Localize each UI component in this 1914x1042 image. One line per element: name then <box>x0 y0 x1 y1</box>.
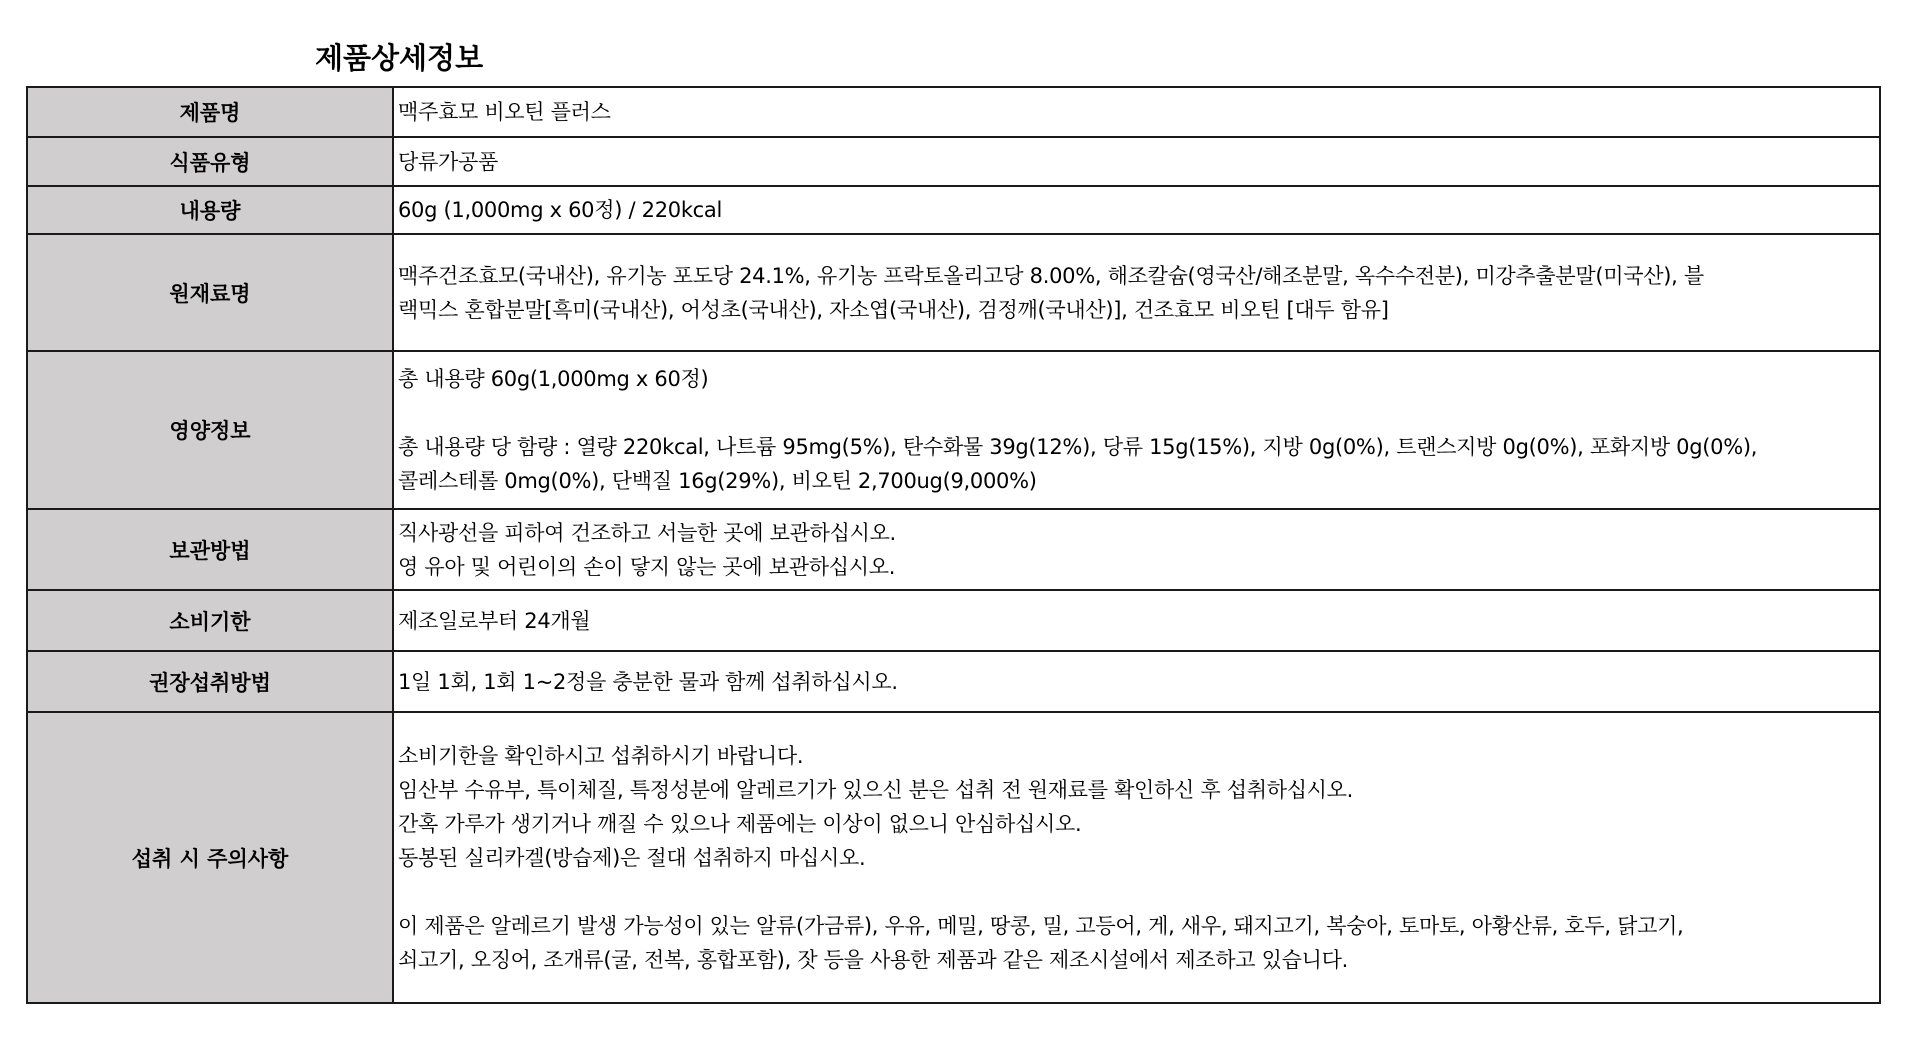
line-gap <box>398 396 1875 430</box>
row-value <box>393 590 1880 651</box>
page-title: 제품상세정보 <box>315 41 484 75</box>
table-row-product-name <box>27 87 1880 137</box>
row-value <box>393 234 1880 351</box>
row-value <box>393 712 1880 1003</box>
table-row-ingredients <box>27 234 1880 351</box>
row-value <box>393 651 1880 712</box>
value-line: 소비기한을 확인하시고 섭취하시기 바랍니다. <box>398 743 804 768</box>
row-label: 제품명 <box>27 87 393 137</box>
row-label: 보관방법 <box>27 509 393 590</box>
value-line: 임산부 수유부, 특이체질, 특정성분에 알레르기가 있으신 분은 섭취 전 원재료를 확인하신 후 섭취하십시오. <box>398 777 1354 802</box>
row-value <box>393 509 1880 590</box>
value-line: 간혹 가루가 생기거나 깨질 수 있으나 제품에는 이상이 없으니 안심하십시오. <box>398 811 1082 836</box>
value-line: 맥주효모 비오틴 플러스 <box>398 100 611 124</box>
value-line: 60g (1,000mg x 60정) / 220kcal <box>398 198 723 222</box>
value-line: 랙믹스 혼합분말[흑미(국내산), 어성초(국내산), 자소엽(국내산), 검정깨(국내산)], 건조효모 비오틴 [대두 함유] <box>398 297 1389 322</box>
table-row-food-type <box>27 137 1880 186</box>
row-label: 섭취 시 주의사항 <box>27 712 393 1003</box>
value-line: 총 내용량 당 함량 : 열량 220kcal, 나트륨 95mg(5%), 탄수화물 39g(12%), 당류 15g(15%), 지방 0g(0%), 트랜스지방 0g(0%), 포화지방 0g(0%), <box>398 435 1758 459</box>
value-line: 쇠고기, 오징어, 조개류(굴, 전복, 홍합포함), 잣 등을 사용한 제품과 같은 제조시설에서 제조하고 있습니다. <box>398 947 1348 972</box>
row-value <box>393 137 1880 186</box>
value-line: 콜레스테롤 0mg(0%), 단백질 16g(29%), 비오틴 2,700ug(9,000%) <box>398 469 1037 493</box>
line-gap <box>398 875 1875 909</box>
value-line: 제조일로부터 24개월 <box>398 608 591 633</box>
row-label: 소비기한 <box>27 590 393 651</box>
row-value <box>393 186 1880 234</box>
value-line: 직사광선을 피하여 건조하고 서늘한 곳에 보관하십시오. <box>398 520 896 545</box>
table-row-storage <box>27 509 1880 590</box>
row-label: 영양정보 <box>27 351 393 509</box>
row-value <box>393 87 1880 137</box>
row-label: 권장섭취방법 <box>27 651 393 712</box>
table-row-nutrition <box>27 351 1880 509</box>
value-line: 1일 1회, 1회 1~2정을 충분한 물과 함께 섭취하십시오. <box>398 669 898 694</box>
value-line: 이 제품은 알레르기 발생 가능성이 있는 알류(가금류), 우유, 메밀, 땅콩, 밀, 고등어, 게, 새우, 돼지고기, 복숭아, 토마토, 아황산류, 호두, 닭고기, <box>398 913 1684 938</box>
row-label: 원재료명 <box>27 234 393 351</box>
value-line: 총 내용량 60g(1,000mg x 60정) <box>398 367 709 391</box>
table-row-precautions <box>27 712 1880 1003</box>
row-label: 식품유형 <box>27 137 393 186</box>
row-value <box>393 351 1880 509</box>
table-row-net-content <box>27 186 1880 234</box>
value-line: 맥주건조효모(국내산), 유기농 포도당 24.1%, 유기농 프락토올리고당 8.00%, 해조칼슘(영국산/해조분말, 옥수수전분), 미강추출분말(미국산), 블 <box>398 263 1704 288</box>
value-line: 영 유아 및 어린이의 손이 닿지 않는 곳에 보관하십시오. <box>398 554 896 579</box>
value-line: 당류가공품 <box>398 149 498 174</box>
table-row-expiry <box>27 590 1880 651</box>
table-row-recommended-intake <box>27 651 1880 712</box>
product-detail-table <box>26 86 1881 1004</box>
row-label: 내용량 <box>27 186 393 234</box>
value-line: 동봉된 실리카겔(방습제)은 절대 섭취하지 마십시오. <box>398 845 866 870</box>
